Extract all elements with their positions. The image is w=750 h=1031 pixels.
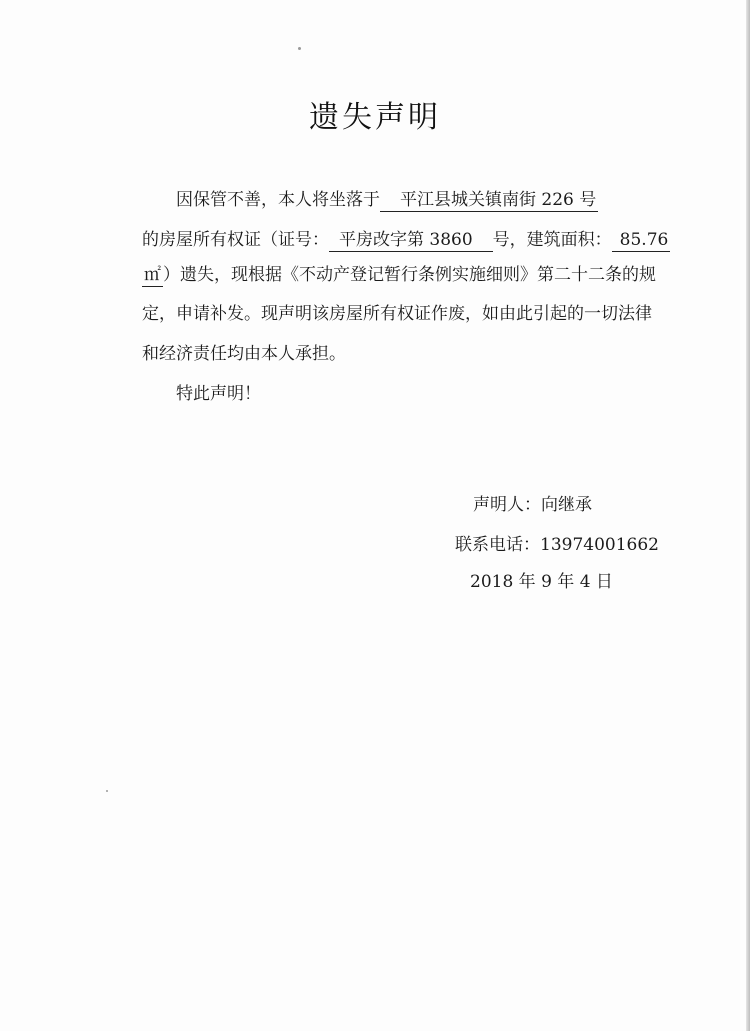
phone-number: 13974001662 bbox=[540, 535, 659, 555]
line3-rest: ）遗失，现根据《不动产登记暂行条例实施细则》第二十二条的规 bbox=[163, 265, 656, 285]
body-line-1 bbox=[176, 188, 598, 212]
body-line-2 bbox=[142, 228, 670, 252]
line1-prefix: 因保管不善，本人将坐落于 bbox=[176, 190, 380, 210]
document-title: 遗失声明 bbox=[309, 100, 441, 135]
scan-speck bbox=[298, 47, 301, 50]
line2-mid: 号，建筑面积： bbox=[492, 230, 612, 250]
certificate-number-field: 平房改字第 3860 bbox=[329, 229, 493, 252]
phone-line bbox=[455, 533, 659, 557]
declarant-line bbox=[473, 493, 592, 517]
declarant-name: 向继承 bbox=[541, 495, 592, 515]
phone-label: 联系电话： bbox=[455, 535, 540, 555]
scan-speck bbox=[106, 790, 108, 792]
body-line-5: 和经济责任均由本人承担。 bbox=[142, 344, 346, 364]
area-unit: ㎡ bbox=[144, 265, 161, 285]
date-line: 2018 年 9 年 4 日 bbox=[470, 572, 613, 592]
body-line-3 bbox=[142, 263, 656, 287]
area-field: 85.76 bbox=[612, 229, 671, 252]
declarant-label: 声明人： bbox=[473, 495, 541, 515]
body-line-4: 定，申请补发。现声明该房屋所有权证作废，如由此引起的一切法律 bbox=[142, 304, 652, 324]
page-edge-shadow bbox=[746, 0, 750, 1031]
address-field: 平江县城关镇南街 226 号 bbox=[380, 189, 598, 212]
closing-statement: 特此声明！ bbox=[176, 384, 261, 404]
line2-prefix: 的房屋所有权证（证号： bbox=[142, 230, 329, 250]
